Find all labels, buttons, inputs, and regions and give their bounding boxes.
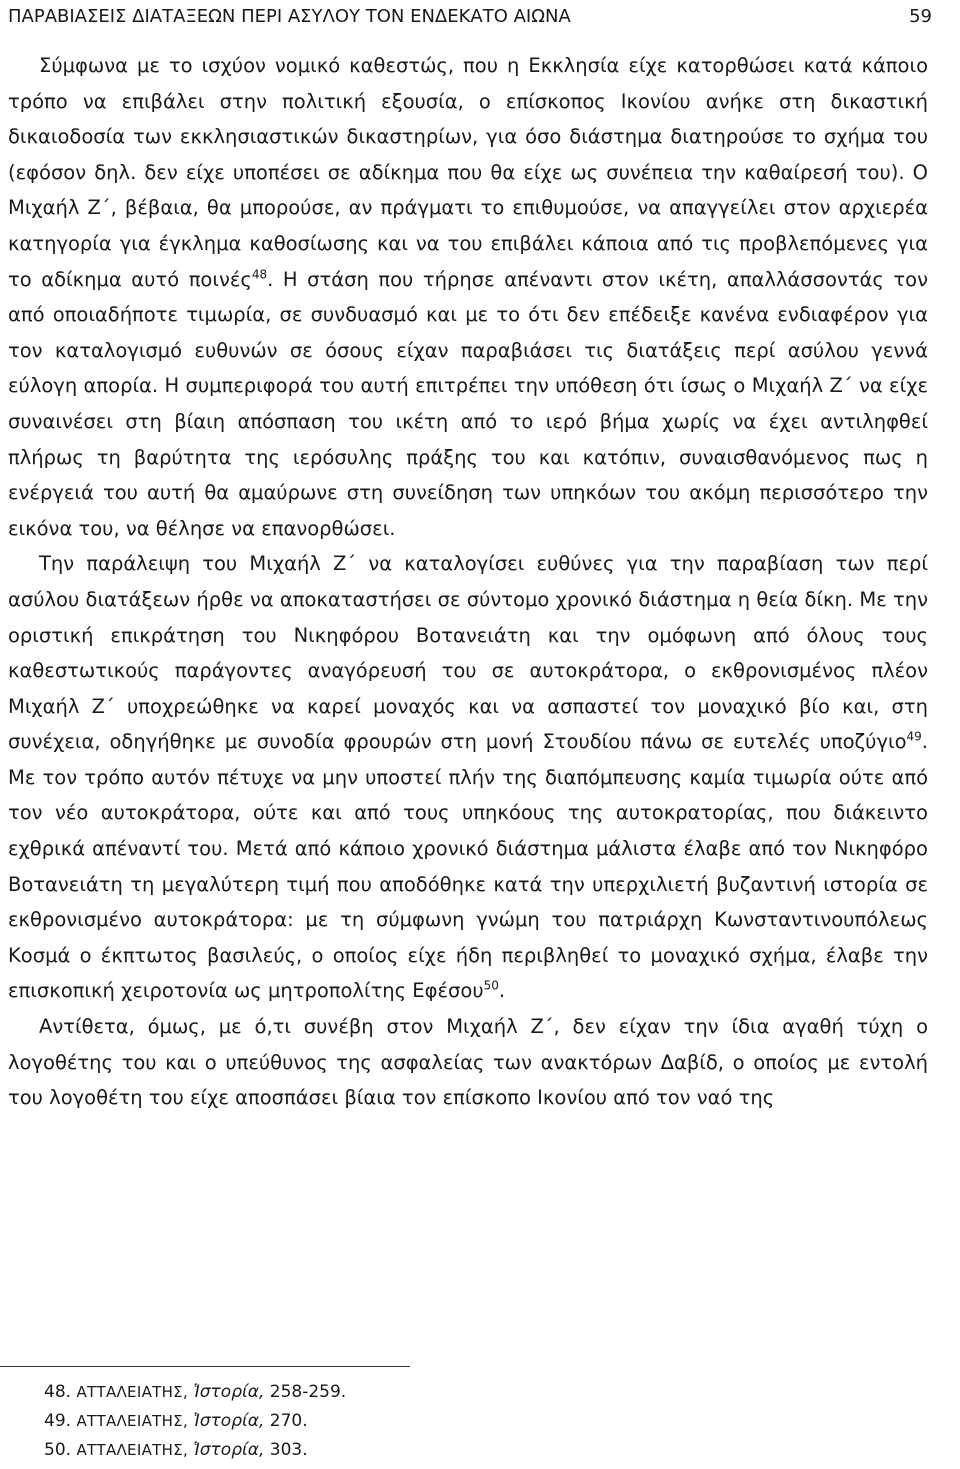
footnote <box>44 1378 644 1407</box>
footnote-work-title: Ἱστορία, <box>193 1411 265 1431</box>
paragraph-text: Την παράλειψη του Μιχαήλ Ζ΄ να καταλογίσει ευθύνες για την παραβίαση των περί ασύλου διατάξεων ήρθε να αποκαταστήσει σε σύντομο χρονικό διάστημα η θεία δίκη. Με την οριστική επικράτηση του Νικηφόρου Βοτανειάτη και την ομόφωνη από όλους τους καθεστωτικούς παράγοντες αναγόρευσή του σε αυτοκράτορα, ο εκθρονισμένος πλέον Μιχαήλ Ζ΄ υποχρεώθηκε να καρεί μοναχός και να ασπαστεί τον μοναχικό βίο και, στη συνέχεια, οδηγήθηκε με συνοδία φρουρών στη μονή Στουδίου πάνω σε ευτελές υποζύγιο <box>8 552 928 754</box>
footnote-author: ΑΤΤΑΛΕΙΑΤΗΣ, <box>76 1441 189 1459</box>
paragraph-text: . <box>498 979 506 1003</box>
footnote-reference[interactable]: 48 <box>251 267 268 282</box>
body-text <box>8 48 928 1116</box>
footnote-author: ΑΤΤΑΛΕΙΑΤΗΣ, <box>76 1412 189 1430</box>
paragraph-text: . Η στάση που τήρησε απέναντι στον ικέτη, απαλλάσσοντάς τον από οποιαδήποτε τιμωρία, σε συνδυασμό και με το ότι δεν επέδειξε κανένα ενδιαφέρον για τον καταλογισμό ευθυνών σε όσους είχαν παραβιάσει τις διατάξεις περί ασύλου γεννά εύλογη απορία. Η συμπεριφορά του αυτή επιτρέπει την υπόθεση ότι ίσως ο Μιχαήλ Ζ΄ να είχε συναινέσει στη βίαιη απόσπαση του ικέτη από το ιερό βήμα χωρίς να έχει αντιληφθεί πλήρως τη βαρύτητα της ιερόσυλης πράξης του και κατόπιν, συναισθανόμενος πως η ενέργειά του αυτή θα αμαύρωνε στη συνείδηση των υπηκόων του ακόμη περισσότερο την εικόνα του, να θέλησε να επανορθώσει. <box>8 267 928 540</box>
paragraph-text: . Με τον τρόπο αυτόν πέτυχε να μην υποστεί πλήν της διαπόμπευσης καμία τιμωρία ούτε από τον νέο αυτοκράτορα, ούτε και από τους υπηκόους της αυτοκρατορίας, που διάκειντο εχθρικά απέναντί του. Μετά από κάποιο χρονικό διάστημα μάλιστα έλαβε από τον Νικηφόρο Βοτανειάτη τη μεγαλύτερη τιμή που αποδόθηκε κατά την υπερχιλιετή βυζαντινή ιστορία σε εκθρονισμένο αυτοκράτορα: με τη σύμφωνη γνώμη του πατριάρχη Κωνσταντινουπόλεως Κοσμά ο έκπτωτος βασιλεύς, ο οποίος είχε ήδη περιβληθεί το μοναχικό σχήμα, έλαβε την επισκοπική χειροτονία ως μητροπολίτης Εφέσου <box>8 730 928 1003</box>
footnote-number: 49. <box>44 1411 72 1431</box>
footnote-work-title: Ἱστορία, <box>193 1440 265 1460</box>
footnote-separator <box>0 1366 410 1367</box>
paragraph-text: Σύμφωνα με το ισχύον νομικό καθεστώς, που η Εκκλησία είχε κατορθώσει κατά κάποιο τρόπο να επιβάλει στην πολιτική εξουσία, ο επίσκοπος Ικονίου ανήκε στη δικαστική δικαιοδοσία των εκκλησιαστικών δικαστηρίων, για όσο διάστημα διατηρούσε το σχήμα του (εφόσον δηλ. δεν είχε υποπέσει σε αδίκημα που θα είχε ως συνέπεια την καθαίρεσή του). Ο Μιχαήλ Ζ΄, βέβαια, θα μπορούσε, αν πράγματι το επιθυμούσε, να απαγγείλει στον αρχιερέα κατηγορία για έγκλημα καθοσίωσης και να του επιβάλει κάποια από τις προβλεπόμενες για το αδίκημα αυτό ποινές <box>8 54 928 291</box>
page-number: 59 <box>909 5 932 27</box>
paragraph <box>8 48 928 546</box>
footnote-page-reference: 270. <box>269 1411 308 1431</box>
footnote-number: 48. <box>44 1382 72 1402</box>
running-header <box>8 2 932 30</box>
running-title: ΠΑΡΑΒΙΑΣΕΙΣ ΔΙΑΤΑΞΕΩΝ ΠΕΡΙ ΑΣΥΛΟΥ ΤΟΝ ΕΝΔΕΚΑΤΟ ΑΙΩΝΑ <box>8 5 571 27</box>
footnote-number: 50. <box>44 1440 72 1460</box>
footnote-page-reference: 303. <box>269 1440 308 1460</box>
paragraph <box>8 1009 928 1116</box>
footnote-author: ΑΤΤΑΛΕΙΑΤΗΣ, <box>76 1383 189 1401</box>
footnote <box>44 1407 644 1436</box>
footnote-page-reference: 258-259. <box>269 1382 347 1402</box>
paragraph <box>8 546 928 1009</box>
footnote <box>44 1436 644 1465</box>
footnote-reference[interactable]: 50 <box>483 978 499 993</box>
footnote-reference[interactable]: 49 <box>906 729 922 744</box>
footnotes <box>44 1378 644 1465</box>
footnote-work-title: Ἱστορία, <box>193 1382 265 1402</box>
paragraph-text: Αντίθετα, όμως, με ό,τι συνέβη στον Μιχαήλ Ζ΄, δεν είχαν την ίδια αγαθή τύχη ο λογοθέτης του και ο υπεύθυνος της ασφαλείας των ανακτόρων Δαβίδ, ο οποίος με εντολή του λογοθέτη του είχε αποσπάσει βίαια τον επίσκοπο Ικονίου από τον ναό της <box>8 1015 928 1110</box>
